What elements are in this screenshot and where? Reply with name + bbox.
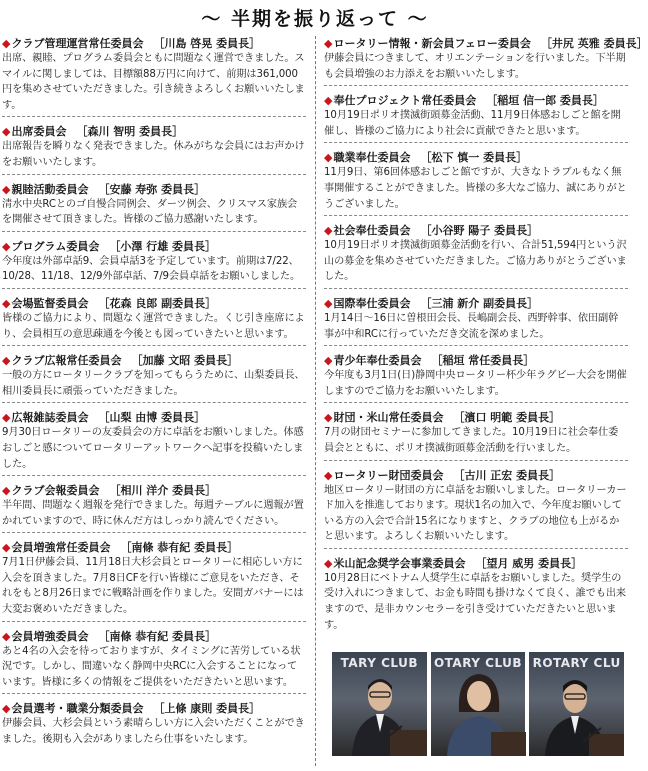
- committee-report-text: 伊藤会員につきまして、オリエンテーションを行いました。下半期も会員増強のお力添えをお願いいたします。: [324, 53, 626, 80]
- chairperson: ［三浦 新介 副委員長］: [420, 296, 539, 310]
- column-divider: [315, 36, 316, 766]
- committee-report-text: 7月1日伊藤会員、11月18日大杉会員とロータリーに相応しい方に入会を頂きました。7月8日CFを行い皆様にご意見をいただき、それをもと8月26日までに戦略計画を作りました。安間ガバナーには大変お褒めいただきました。: [2, 557, 304, 616]
- diamond-bullet-icon: ◆: [324, 296, 333, 310]
- committee-report-text: 10月19日ポリオ撲滅街頭募金活動を行い、合計51,594円という沢山の募金を集めさせていただきました。ご協力ありがとうございました。: [324, 240, 627, 283]
- chairperson: ［小澤 行雄 委員長］: [109, 239, 217, 253]
- chairperson: ［稲垣 常任委員長］: [431, 354, 535, 368]
- committee-heading: [2, 36, 306, 51]
- committee-heading: [324, 93, 628, 108]
- diamond-bullet-icon: ◆: [324, 37, 333, 50]
- chairperson: ［山梨 由博 委員長］: [98, 411, 206, 425]
- committee-name: 職業奉仕委員会: [333, 151, 411, 165]
- committee-report-text: 1月14日～16日に曽根田会長、長嶋副会長、西野幹事、依田副幹事が中和RCに行っていただき交流を深めました。: [324, 312, 619, 340]
- chairperson: ［濱口 明範 委員長］: [453, 411, 561, 425]
- committee-report-text: 今年度は外部卓話9、会員卓話3を予定しています。前期は7/22、10/28、11/18、12/9外部卓話、7/9会員卓話をお願いしました。: [2, 255, 301, 283]
- chairperson: ［望月 威男 委員長］: [475, 556, 583, 570]
- diamond-bullet-icon: ◆: [2, 484, 11, 498]
- committee-name: クラブ管理運営常任委員会: [11, 37, 144, 50]
- committee-report-text: 一般の方にロータリークラブを知ってもらうために、山梨委員長、相川委員長に頑張っていただきました。: [2, 370, 305, 397]
- committee-name: 会員選考・職業分類委員会: [11, 702, 144, 716]
- committee-section: [324, 556, 628, 636]
- chairperson: ［小谷野 陽子 委員長］: [420, 224, 539, 238]
- committee-heading: [324, 468, 628, 483]
- photo-strip: [332, 652, 624, 756]
- committee-heading: [2, 353, 306, 368]
- chairperson: ［安藤 寿弥 委員長］: [98, 182, 206, 196]
- committee-report-text: 地区ロータリー財団の方に卓話をお願いしました。ロータリーカード加入を推進しております。現状1名の加入で、今年度お願いしている方の入会で合計15名になりますと、クラブの地位も上がるかと思います。よろしくお願いいたします。: [324, 484, 627, 543]
- committee-name: クラブ広報常任委員会: [11, 354, 122, 368]
- chairperson: ［古川 正宏 委員長］: [453, 468, 561, 482]
- committee-heading: [2, 410, 306, 425]
- committee-section: [2, 483, 306, 533]
- committee-heading: [324, 150, 628, 165]
- diamond-bullet-icon: ◆: [324, 151, 333, 165]
- committee-report-text: 皆様のご協力により、問題なく運営できました。くじ引き座席により、会員相互の意思疎通を今後とも図っていきたいと思います。: [2, 312, 305, 340]
- diamond-bullet-icon: ◆: [2, 629, 11, 643]
- diamond-bullet-icon: ◆: [2, 182, 11, 196]
- chairperson: ［松下 慎一 委員長］: [420, 151, 528, 165]
- committee-heading: [2, 483, 306, 498]
- committee-section: [324, 93, 628, 143]
- committee-report-text: 9月30日ロータリーの友委員会の方に卓話をお願いしました。体感おしごと感についてロータリーアットワークへ記事を投稿いたしました。: [2, 427, 304, 470]
- speaker-2-figure: [431, 652, 526, 756]
- chairperson: ［森川 智明 委員長］: [76, 125, 184, 139]
- diamond-bullet-icon: ◆: [2, 541, 11, 555]
- committee-section: [2, 353, 306, 403]
- speaker-1-figure: [332, 652, 427, 756]
- rotary-banner-text: OTARY CLUB: [433, 656, 523, 670]
- committee-heading: [324, 353, 628, 368]
- committee-section: [2, 239, 306, 289]
- committee-report-text: 7月の財団セミナーに参加してきました。10月19日に社会奉仕委員会とともに、ポリオ撲滅街頭募金活動を行いました。: [324, 427, 619, 454]
- diamond-bullet-icon: ◆: [2, 411, 11, 425]
- committee-heading: [2, 296, 306, 311]
- speaker-photo-3: [529, 652, 624, 756]
- committee-name: 社会奉仕委員会: [333, 224, 411, 238]
- chairperson: ［南條 恭有紀 委員長］: [120, 541, 239, 555]
- committee-name: 国際奉仕委員会: [333, 296, 411, 310]
- committee-name: ロータリー情報・新会員フェロー委員会: [333, 37, 531, 50]
- committee-heading: [2, 701, 306, 716]
- left-column: [2, 36, 306, 758]
- committee-report-text: 半年間、問題なく週報を発行できました。毎週テーブルに週報が置かれていますので、時に休んだ方はしっかり読んでください。: [2, 500, 304, 527]
- committee-report-text: 出席報告を瞬りなく発表できました。休みがちな会員にはお声かけをお願いいたします。: [2, 141, 305, 168]
- committee-name: 奉仕プロジェクト常任委員会: [333, 94, 477, 108]
- committee-name: 会場監督委員会: [11, 296, 89, 310]
- committee-heading: [324, 36, 648, 51]
- committee-name: プログラム委員会: [11, 239, 100, 253]
- committee-section: [2, 540, 306, 621]
- committee-report-text: 清水中央RCとのゴ自慢合同例会、ダーツ例会、クリスマス家族会を開催させて頂きました。皆様のご協力感謝いたします。: [2, 198, 298, 226]
- committee-heading: [2, 182, 306, 197]
- chairperson: ［花森 良郎 副委員長］: [98, 296, 217, 310]
- committee-section: [324, 296, 628, 346]
- committee-section: [324, 36, 648, 86]
- diamond-bullet-icon: ◆: [2, 239, 11, 253]
- diamond-bullet-icon: ◆: [324, 354, 333, 368]
- diamond-bullet-icon: ◆: [2, 37, 11, 50]
- diamond-bullet-icon: ◆: [2, 354, 11, 368]
- diamond-bullet-icon: ◆: [324, 411, 333, 425]
- committee-report-text: 今年度も3月1日(日)静岡中央ロータリー杯少年ラグビー大会を開催しますのでご協力をお願いいたします。: [324, 370, 627, 397]
- committee-section: [2, 124, 306, 174]
- diamond-bullet-icon: ◆: [2, 125, 11, 139]
- committee-report-text: 11月9日、第6回体感おしごと館ですが、大きなトラブルもなく無事開催することができました。皆様の多大なご協力、誠にありがとうございました。: [324, 167, 627, 210]
- chairperson: ［稲垣 信一郎 委員長］: [486, 94, 604, 108]
- committee-section: [324, 353, 628, 403]
- committee-section: [324, 468, 628, 549]
- committee-section: [2, 182, 306, 232]
- committee-section: [2, 36, 306, 117]
- page-title: ～ 半期を振り返って ～: [201, 8, 429, 30]
- committee-section: [324, 150, 628, 216]
- committee-name: クラブ会報委員会: [11, 484, 100, 498]
- diamond-bullet-icon: ◆: [324, 556, 333, 570]
- committee-section: [2, 629, 306, 695]
- committee-heading: [2, 124, 306, 139]
- diamond-bullet-icon: ◆: [2, 296, 11, 310]
- diamond-bullet-icon: ◆: [2, 702, 11, 716]
- chairperson: ［川島 啓晃 委員長］: [153, 37, 261, 50]
- committee-name: 広報雑誌委員会: [11, 411, 89, 425]
- committee-report-text: あと4名の入会を待っておりますが、タイミングに苦労している状況です。しかし、間違いなく静岡中央RCに入会することになっています。皆様に多くの情報をご提供をいただきたいと思います。: [2, 645, 301, 688]
- chairperson: ［加藤 文昭 委員長］: [131, 354, 239, 368]
- diamond-bullet-icon: ◆: [324, 468, 333, 482]
- committee-name: 会員増強委員会: [11, 629, 89, 643]
- committee-section: [324, 410, 628, 460]
- committee-report-text: 10月19日ポリオ撲滅街頭募金活動、11月9日体感おしごと館を開催し、皆様のご協力により社会に貢献できたと思います。: [324, 110, 621, 137]
- committee-name: 親睦活動委員会: [11, 182, 89, 196]
- committee-name: 財団・米山常任委員会: [333, 411, 444, 425]
- speaker-photo-1: [332, 652, 427, 756]
- chairperson: ［上條 康則 委員長］: [153, 702, 261, 716]
- diamond-bullet-icon: ◆: [324, 224, 333, 238]
- committee-name: 出席委員会: [11, 125, 67, 139]
- committee-heading: [2, 629, 306, 644]
- committee-name: ロータリー財団委員会: [333, 468, 444, 482]
- committee-section: [2, 701, 306, 750]
- committee-heading: [2, 239, 306, 254]
- committee-report-text: 10月28日にベトナム人奨学生に卓話をお願いしました。奨学生の受け入れにつきまして、お金も時間も掛けなくて良く、誰でも出来ますので、是非カウンセラーを引き受けていただきたいと思います。: [324, 572, 627, 631]
- committee-name: 会員増強常任委員会: [11, 541, 111, 555]
- committee-heading: [324, 223, 628, 238]
- committee-heading: [324, 296, 628, 311]
- committee-report-text: 伊藤会員、大杉会員という素晴らしい方に入会いただくことができました。後期も入会がありましたら仕事をいたします。: [2, 718, 305, 746]
- committee-section: [2, 296, 306, 346]
- chairperson: ［井尻 英雅 委員長］: [540, 37, 648, 50]
- committee-section: [324, 223, 628, 289]
- committee-report-text: 出席、親睦、プログラム委員会ともに問題なく運営できました。スマイルに関しましては、目標額88万円に向けて、前期は361,000円を集めさせていただきました。引き続きよろしくお願いいたします。: [2, 53, 305, 111]
- rotary-banner-text: ROTARY CLU: [532, 656, 621, 670]
- speaker-photo-2: [431, 652, 526, 756]
- committee-heading: [2, 540, 306, 555]
- chairperson: ［相川 洋介 委員長］: [109, 484, 217, 498]
- chairperson: ［南條 恭有紀 委員長］: [98, 629, 217, 643]
- committee-name: 青少年奉仕委員会: [333, 354, 422, 368]
- committee-heading: [324, 556, 628, 571]
- committee-heading: [324, 410, 628, 425]
- speaker-3-figure: [529, 652, 624, 756]
- right-column: [324, 36, 648, 643]
- rotary-banner-text: TARY CLUB: [340, 656, 419, 670]
- diamond-bullet-icon: ◆: [324, 94, 333, 108]
- committee-section: [2, 410, 306, 476]
- committee-name: 米山記念奨学会事業委員会: [333, 556, 466, 570]
